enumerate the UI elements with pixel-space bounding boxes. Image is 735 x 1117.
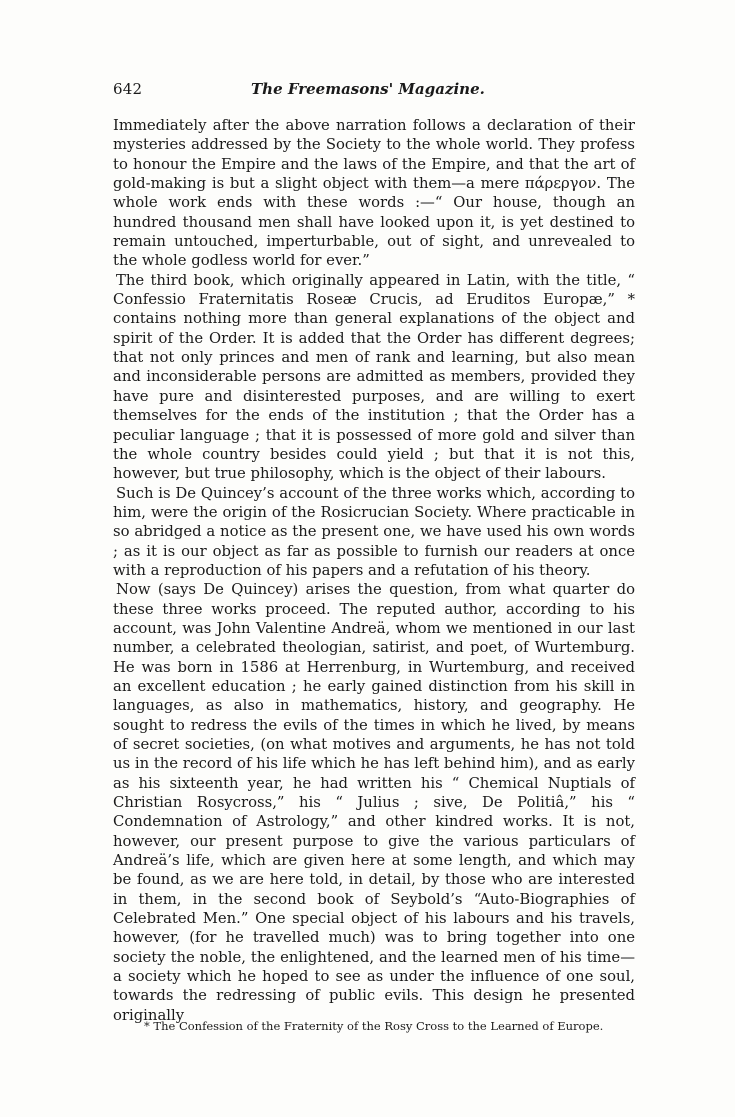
paragraph: The third book, which originally appeared in Latin, with the title, “ Confessio Fraternitatis Roseæ Crucis, ad Eruditos Europæ,” * contains nothing more than general explanations of the object and spirit of the Order. It is added that the Order has different degrees; that not only princes and men of rank and learning, but also mean and inconsiderable persons are admitted as members, provided they have pure and disinterested purposes, and are willing to exert themselves for the ends of the institution ; that the Order has a peculiar language ; that it is possessed of more gold and silver than the whole country besides could yield ; but that it is not this, however, but true philosophy, which is the object of their labours. — [113, 271, 635, 483]
page-number: 642 — [113, 80, 143, 98]
running-title: The Freemasons' Magazine. — [251, 80, 485, 98]
page-header — [113, 80, 633, 104]
footnote: * The Confession of the Fraternity of the Rosy Cross to the Learned of Europe. — [144, 1019, 604, 1033]
paragraph: Immediately after the above narration follows a declaration of their mysteries addressed by the Society to the whole world. They profess to honour the Empire and the laws of the Empire, and that the art of gold-making is but a slight object with them—a mere πάρεργον. The whole work ends with these words :—“ Our house, though an hundred thousand men shall have looked upon it, is yet destined to remain untouched, imperturbable, out of sight, and unrevealed to the whole godless world for ever.” — [113, 117, 635, 270]
article-body — [113, 116, 635, 1025]
paragraph: Now (says De Quincey) arises the question, from what quarter do these three works proceed. The reputed author, according to his account, was John Valentine Andreä, whom we mentioned in our last number, a celebrated theologian, satirist, and poet, of Wurtemburg. He was born in 1586 at Herrenburg, in Wurtemburg, and received an excellent education ; he early gained distinction from his skill in languages, as also in mathematics, history, and geography. He sought to redress the evils of the times in which he lived, by means of secret societies, (on what motives and arguments, he has not told us in the record of his life which he has left behind him), and as early as his sixteenth year, he had written his “ Chemical Nuptials of Christian Rosycross,” his “ Julius ; sive, De Politiâ,” his “ Condemnation of Astrology,” and other kindred works. It is not, however, our present purpose to give the various particulars of Andreä’s life, which are given here at some length, and which may be found, as we are here told, in detail, by those who are interested in them, in the second book of Seybold’s “Auto-Biographies of Celebrated Men.” One special object of his labours and his travels, however, (for he travelled much) was to bring together into one society the noble, the enlightened, and the learned men of his time—a society which he hoped to see as under the influence of one soul, towards the redressing of public evils. This design he presented originally — [113, 581, 635, 1024]
paragraph: Such is De Quincey’s account of the three works which, according to him, were the origin of the Rosicrucian Society. Where practicable in so abridged a notice as the present one, we have used his own words ; as it is our object as far as possible to furnish our readers at once with a reproduction of his papers and a refutation of his theory. — [113, 484, 635, 579]
